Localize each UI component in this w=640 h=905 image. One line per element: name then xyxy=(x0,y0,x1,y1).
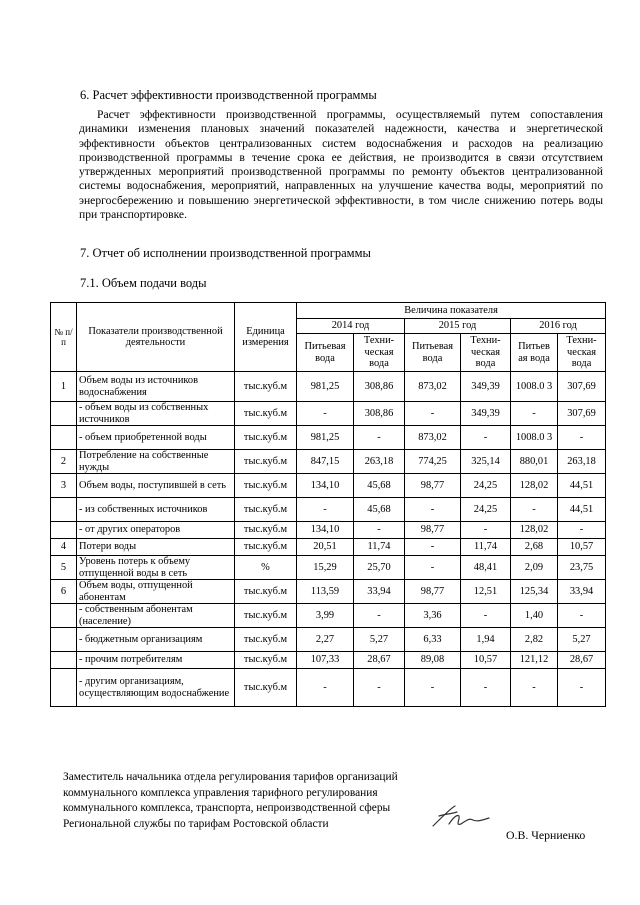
row-value: - xyxy=(405,402,461,426)
row-indicator: Объем воды, поступившей в сеть xyxy=(77,474,235,498)
row-value: 873,02 xyxy=(405,426,461,450)
row-value: 23,75 xyxy=(558,556,606,580)
row-value: 10,57 xyxy=(558,539,606,556)
row-value: - xyxy=(461,522,511,539)
row-unit: тыс.куб.м xyxy=(235,402,297,426)
row-indicator: Потребление на собственные нужды xyxy=(77,450,235,474)
row-number xyxy=(51,522,77,539)
row-number: 5 xyxy=(51,556,77,580)
table-row xyxy=(51,372,606,402)
table-row xyxy=(51,556,606,580)
row-value: - xyxy=(354,669,405,707)
row-value: 5,27 xyxy=(558,628,606,652)
row-number xyxy=(51,652,77,669)
row-value: 2,27 xyxy=(297,628,354,652)
row-value: - xyxy=(461,426,511,450)
row-value: 2,82 xyxy=(511,628,558,652)
row-value: 1008.0 3 xyxy=(511,372,558,402)
row-value: - xyxy=(558,426,606,450)
row-value: 33,94 xyxy=(354,580,405,604)
row-value: - xyxy=(511,669,558,707)
row-value: - xyxy=(297,498,354,522)
row-value: 847,15 xyxy=(297,450,354,474)
row-value: 128,02 xyxy=(511,522,558,539)
header-value: Величина показателя xyxy=(297,303,606,319)
row-unit: тыс.куб.м xyxy=(235,669,297,707)
row-value: 1008.0 3 xyxy=(511,426,558,450)
row-value: 98,77 xyxy=(405,474,461,498)
row-value: 873,02 xyxy=(405,372,461,402)
row-value: 44,51 xyxy=(558,498,606,522)
row-value: - xyxy=(558,522,606,539)
row-value: 25,70 xyxy=(354,556,405,580)
row-value: 981,25 xyxy=(297,426,354,450)
row-number: 1 xyxy=(51,372,77,402)
row-number: 2 xyxy=(51,450,77,474)
row-indicator: - из собственных источников xyxy=(77,498,235,522)
row-value: - xyxy=(297,669,354,707)
row-value: 5,27 xyxy=(354,628,405,652)
row-value: - xyxy=(405,669,461,707)
row-value: 308,86 xyxy=(354,402,405,426)
row-value: 24,25 xyxy=(461,474,511,498)
header-year: 2014 год xyxy=(297,319,405,334)
row-number xyxy=(51,669,77,707)
table-row xyxy=(51,628,606,652)
row-unit: тыс.куб.м xyxy=(235,522,297,539)
row-value: - xyxy=(405,539,461,556)
header-year: 2015 год xyxy=(405,319,511,334)
row-value: - xyxy=(354,522,405,539)
row-value: 107,33 xyxy=(297,652,354,669)
row-number xyxy=(51,426,77,450)
table-row xyxy=(51,539,606,556)
row-value: 880,01 xyxy=(511,450,558,474)
row-value: - xyxy=(461,604,511,628)
row-number xyxy=(51,498,77,522)
row-value: 24,25 xyxy=(461,498,511,522)
row-value: 28,67 xyxy=(558,652,606,669)
row-value: 2,09 xyxy=(511,556,558,580)
row-value: 774,25 xyxy=(405,450,461,474)
row-value: 308,86 xyxy=(354,372,405,402)
water-supply-table xyxy=(50,302,606,707)
row-number xyxy=(51,628,77,652)
row-indicator: Уровень потерь к объему отпущенной воды в сеть xyxy=(77,556,235,580)
handwritten-signature xyxy=(425,802,495,834)
section-6-paragraph: Расчет эффективности производственной программы, осуществляемый путем сопоставления динамики изменения плановых значений показателей надежности, качества и энергетической эффективности объектов централизованных систем водоснабжения и расходов на реализацию производственной программы в течение срока ее действия, не производится в связи отсутствием утвержденных мероприятий производственной программы по ремонту объектов централизованной системы водоснабжения, мероприятий, направленных на улучшение качества воды, мероприятий по энергосбережению и повышению энергетической эффективности, в том числе снижению потерь воды при транспортировке. xyxy=(79,108,603,222)
row-value: 33,94 xyxy=(558,580,606,604)
row-value: - xyxy=(558,669,606,707)
row-value: 11,74 xyxy=(461,539,511,556)
row-value: 263,18 xyxy=(558,450,606,474)
row-indicator: - объем воды из собственных источников xyxy=(77,402,235,426)
row-indicator: - от других операторов xyxy=(77,522,235,539)
row-indicator: Объем воды, отпущенной абонентам xyxy=(77,580,235,604)
row-value: 20,51 xyxy=(297,539,354,556)
row-value: 113,59 xyxy=(297,580,354,604)
row-indicator: - объем приобретенной воды xyxy=(77,426,235,450)
row-value: 2,68 xyxy=(511,539,558,556)
row-value: 134,10 xyxy=(297,474,354,498)
row-value: 48,41 xyxy=(461,556,511,580)
row-value: - xyxy=(354,604,405,628)
row-value: 3,36 xyxy=(405,604,461,628)
table-row xyxy=(51,426,606,450)
row-value: 307,69 xyxy=(558,402,606,426)
table-row xyxy=(51,580,606,604)
row-value: - xyxy=(405,556,461,580)
row-unit: тыс.куб.м xyxy=(235,580,297,604)
row-value: 1,40 xyxy=(511,604,558,628)
row-number: 3 xyxy=(51,474,77,498)
table-row xyxy=(51,522,606,539)
header-unit: Единица измерения xyxy=(235,303,297,372)
section-6-heading: 6. Расчет эффективности производственной программы xyxy=(80,88,377,102)
row-unit: тыс.куб.м xyxy=(235,498,297,522)
row-value: 263,18 xyxy=(354,450,405,474)
row-value: 349,39 xyxy=(461,402,511,426)
header-drinking: Питьевая вода xyxy=(405,334,461,372)
row-value: - xyxy=(511,498,558,522)
header-year: 2016 год xyxy=(511,319,606,334)
row-indicator: - прочим потребителям xyxy=(77,652,235,669)
row-value: 98,77 xyxy=(405,522,461,539)
row-value: 15,29 xyxy=(297,556,354,580)
header-technical: Техни-ческая вода xyxy=(354,334,405,372)
row-value: 121,12 xyxy=(511,652,558,669)
row-value: - xyxy=(461,669,511,707)
row-unit: тыс.куб.м xyxy=(235,604,297,628)
signatory-name: О.В. Черниенко xyxy=(506,828,586,842)
row-indicator: Потери воды xyxy=(77,539,235,556)
row-value: 11,74 xyxy=(354,539,405,556)
row-number xyxy=(51,402,77,426)
table-row xyxy=(51,450,606,474)
table-row xyxy=(51,474,606,498)
header-drinking: Питьев ая вода xyxy=(511,334,558,372)
signatory-title: Заместитель начальника отдела регулирования тарифов организаций коммунального комплекса управления тарифного регулирования коммунального комплекса, транспорта, непроизводственной сферы Региональной службы по тарифам Ростовской области xyxy=(63,771,398,830)
row-value: 6,33 xyxy=(405,628,461,652)
row-unit: тыс.куб.м xyxy=(235,628,297,652)
header-num: № п/п xyxy=(51,303,77,372)
row-indicator: Объем воды из источников водоснабжения xyxy=(77,372,235,402)
row-value: 45,68 xyxy=(354,474,405,498)
section-7-heading: 7. Отчет об исполнении производственной программы xyxy=(80,246,371,260)
row-value: 128,02 xyxy=(511,474,558,498)
row-value: 28,67 xyxy=(354,652,405,669)
row-value: - xyxy=(405,498,461,522)
row-value: 125,34 xyxy=(511,580,558,604)
row-unit: тыс.куб.м xyxy=(235,539,297,556)
row-number: 4 xyxy=(51,539,77,556)
row-indicator: - другим организациям, осуществляющим водоснабжение xyxy=(77,669,235,707)
table-row xyxy=(51,669,606,707)
row-unit: % xyxy=(235,556,297,580)
row-value: 98,77 xyxy=(405,580,461,604)
row-value: 307,69 xyxy=(558,372,606,402)
row-value: 1,94 xyxy=(461,628,511,652)
row-value: 134,10 xyxy=(297,522,354,539)
row-value: 45,68 xyxy=(354,498,405,522)
row-value: 10,57 xyxy=(461,652,511,669)
row-value: - xyxy=(511,402,558,426)
row-value: 12,51 xyxy=(461,580,511,604)
section-7-1-heading: 7.1. Объем подачи воды xyxy=(80,276,207,290)
row-indicator: - бюджетным организациям xyxy=(77,628,235,652)
header-drinking: Питьевая вода xyxy=(297,334,354,372)
table-row xyxy=(51,652,606,669)
row-unit: тыс.куб.м xyxy=(235,450,297,474)
row-value: 325,14 xyxy=(461,450,511,474)
row-value: 3,99 xyxy=(297,604,354,628)
row-number: 6 xyxy=(51,580,77,604)
row-unit: тыс.куб.м xyxy=(235,426,297,450)
row-number xyxy=(51,604,77,628)
table-row xyxy=(51,604,606,628)
table-row xyxy=(51,498,606,522)
row-value: - xyxy=(297,402,354,426)
row-unit: тыс.куб.м xyxy=(235,474,297,498)
header-technical: Техни-ческая вода xyxy=(558,334,606,372)
table-row xyxy=(51,402,606,426)
row-value: - xyxy=(354,426,405,450)
row-value: 89,08 xyxy=(405,652,461,669)
header-technical: Техни-ческая вода xyxy=(461,334,511,372)
row-unit: тыс.куб.м xyxy=(235,372,297,402)
row-value: 349,39 xyxy=(461,372,511,402)
row-value: 981,25 xyxy=(297,372,354,402)
row-value: 44,51 xyxy=(558,474,606,498)
row-value: - xyxy=(558,604,606,628)
row-unit: тыс.куб.м xyxy=(235,652,297,669)
header-indicator: Показатели производственной деятельности xyxy=(77,303,235,372)
row-indicator: - собственным абонентам (население) xyxy=(77,604,235,628)
